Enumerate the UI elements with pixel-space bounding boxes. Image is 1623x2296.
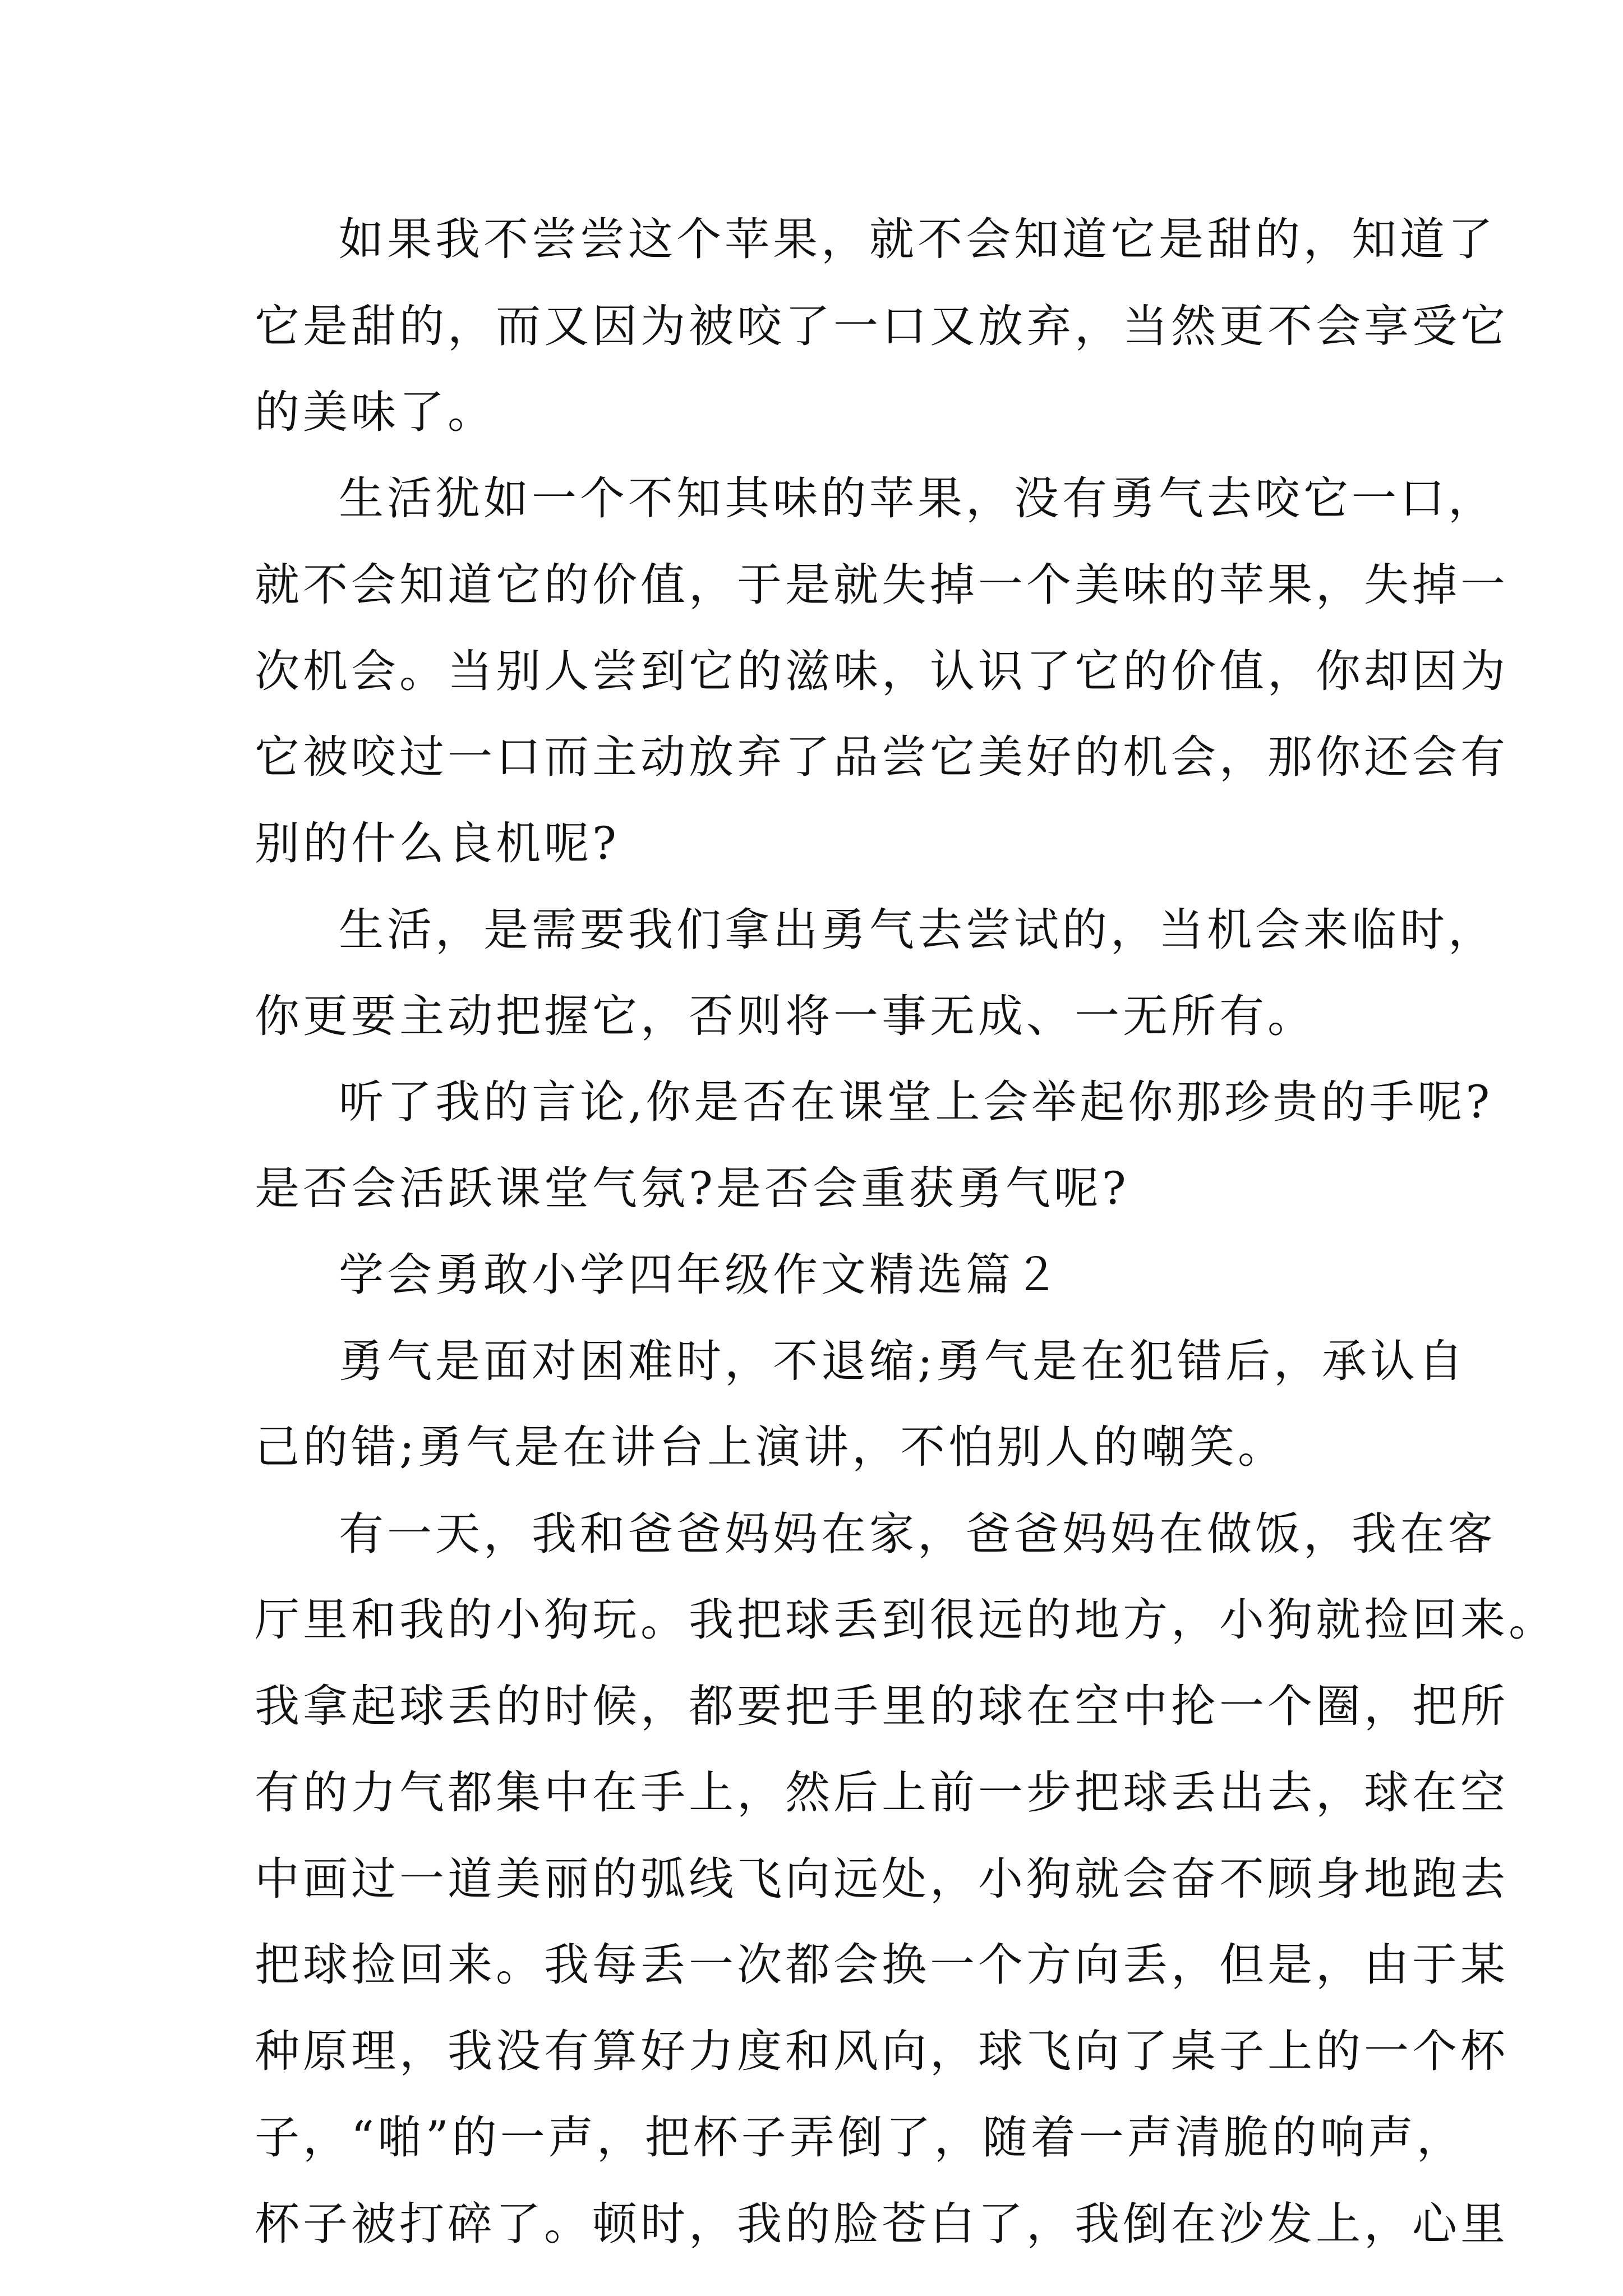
paragraph-line: 听了我的言论,你是否在课堂上会举起你那珍贵的手呢? xyxy=(339,1076,1493,1128)
paragraph-line: 子，“啪”的一声，把杯子弄倒了，随着一声清脆的响声， xyxy=(255,2111,1465,2164)
paragraph-line: 次机会。当别人尝到它的滋味，认识了它的价值，你却因为 xyxy=(255,645,1509,697)
paragraph-line: 厅里和我的小狗玩。我把球丢到很远的地方，小狗就捡回来。 xyxy=(255,1594,1557,1646)
paragraph-line: 种原理，我没有算好力度和风向，球飞向了桌子上的一个杯 xyxy=(255,2025,1509,2077)
paragraph-line: 它被咬过一口而主动放弃了品尝它美好的机会，那你还会有 xyxy=(255,731,1509,783)
paragraph-line: 它是甜的，而又因为被咬了一口又放弃，当然更不会享受它 xyxy=(255,300,1509,352)
paragraph-line: 有的力气都集中在手上，然后上前一步把球丢出去，球在空 xyxy=(255,1766,1509,1819)
paragraph-line: 勇气是面对困难时，不退缩;勇气是在犯错后，承认自 xyxy=(339,1335,1467,1387)
paragraph-line: 别的什么良机呢? xyxy=(255,817,620,869)
paragraph-line: 杯子被打碎了。顿时，我的脸苍白了，我倒在沙发上，心里 xyxy=(255,2198,1509,2250)
paragraph-line: 如果我不尝尝这个苹果，就不会知道它是甜的，知道了 xyxy=(339,213,1496,265)
paragraph-line: 己的错;勇气是在讲台上演讲，不怕别人的嘲笑。 xyxy=(255,1421,1286,1473)
paragraph-line: 中画过一道美丽的弧线飞向远处，小狗就会奋不顾身地跑去 xyxy=(255,1853,1509,1905)
paragraph-line: 的美味了。 xyxy=(255,386,496,438)
paragraph-line: 就不会知道它的价值，于是就失掉一个美味的苹果，失掉一 xyxy=(255,559,1509,611)
paragraph-line: 生活犹如一个不知其味的苹果，没有勇气去咬它一口， xyxy=(339,472,1496,524)
paragraph-line: 有一天，我和爸爸妈妈在家，爸爸妈妈在做饭，我在客 xyxy=(339,1508,1496,1560)
paragraph-line: 把球捡回来。我每丢一次都会换一个方向丢，但是，由于某 xyxy=(255,1939,1509,1991)
paragraph-line: 你更要主动把握它，否则将一事无成、一无所有。 xyxy=(255,990,1316,1042)
paragraph-line: 是否会活跃课堂气氛?是否会重获勇气呢? xyxy=(255,1162,1129,1214)
paragraph-line: 我拿起球丢的时候，都要把手里的球在空中抡一个圈，把所 xyxy=(255,1680,1509,1732)
section-heading: 学会勇敢小学四年级作文精选篇２ xyxy=(339,1249,1062,1301)
paragraph-line: 生活，是需要我们拿出勇气去尝试的，当机会来临时， xyxy=(339,904,1496,956)
